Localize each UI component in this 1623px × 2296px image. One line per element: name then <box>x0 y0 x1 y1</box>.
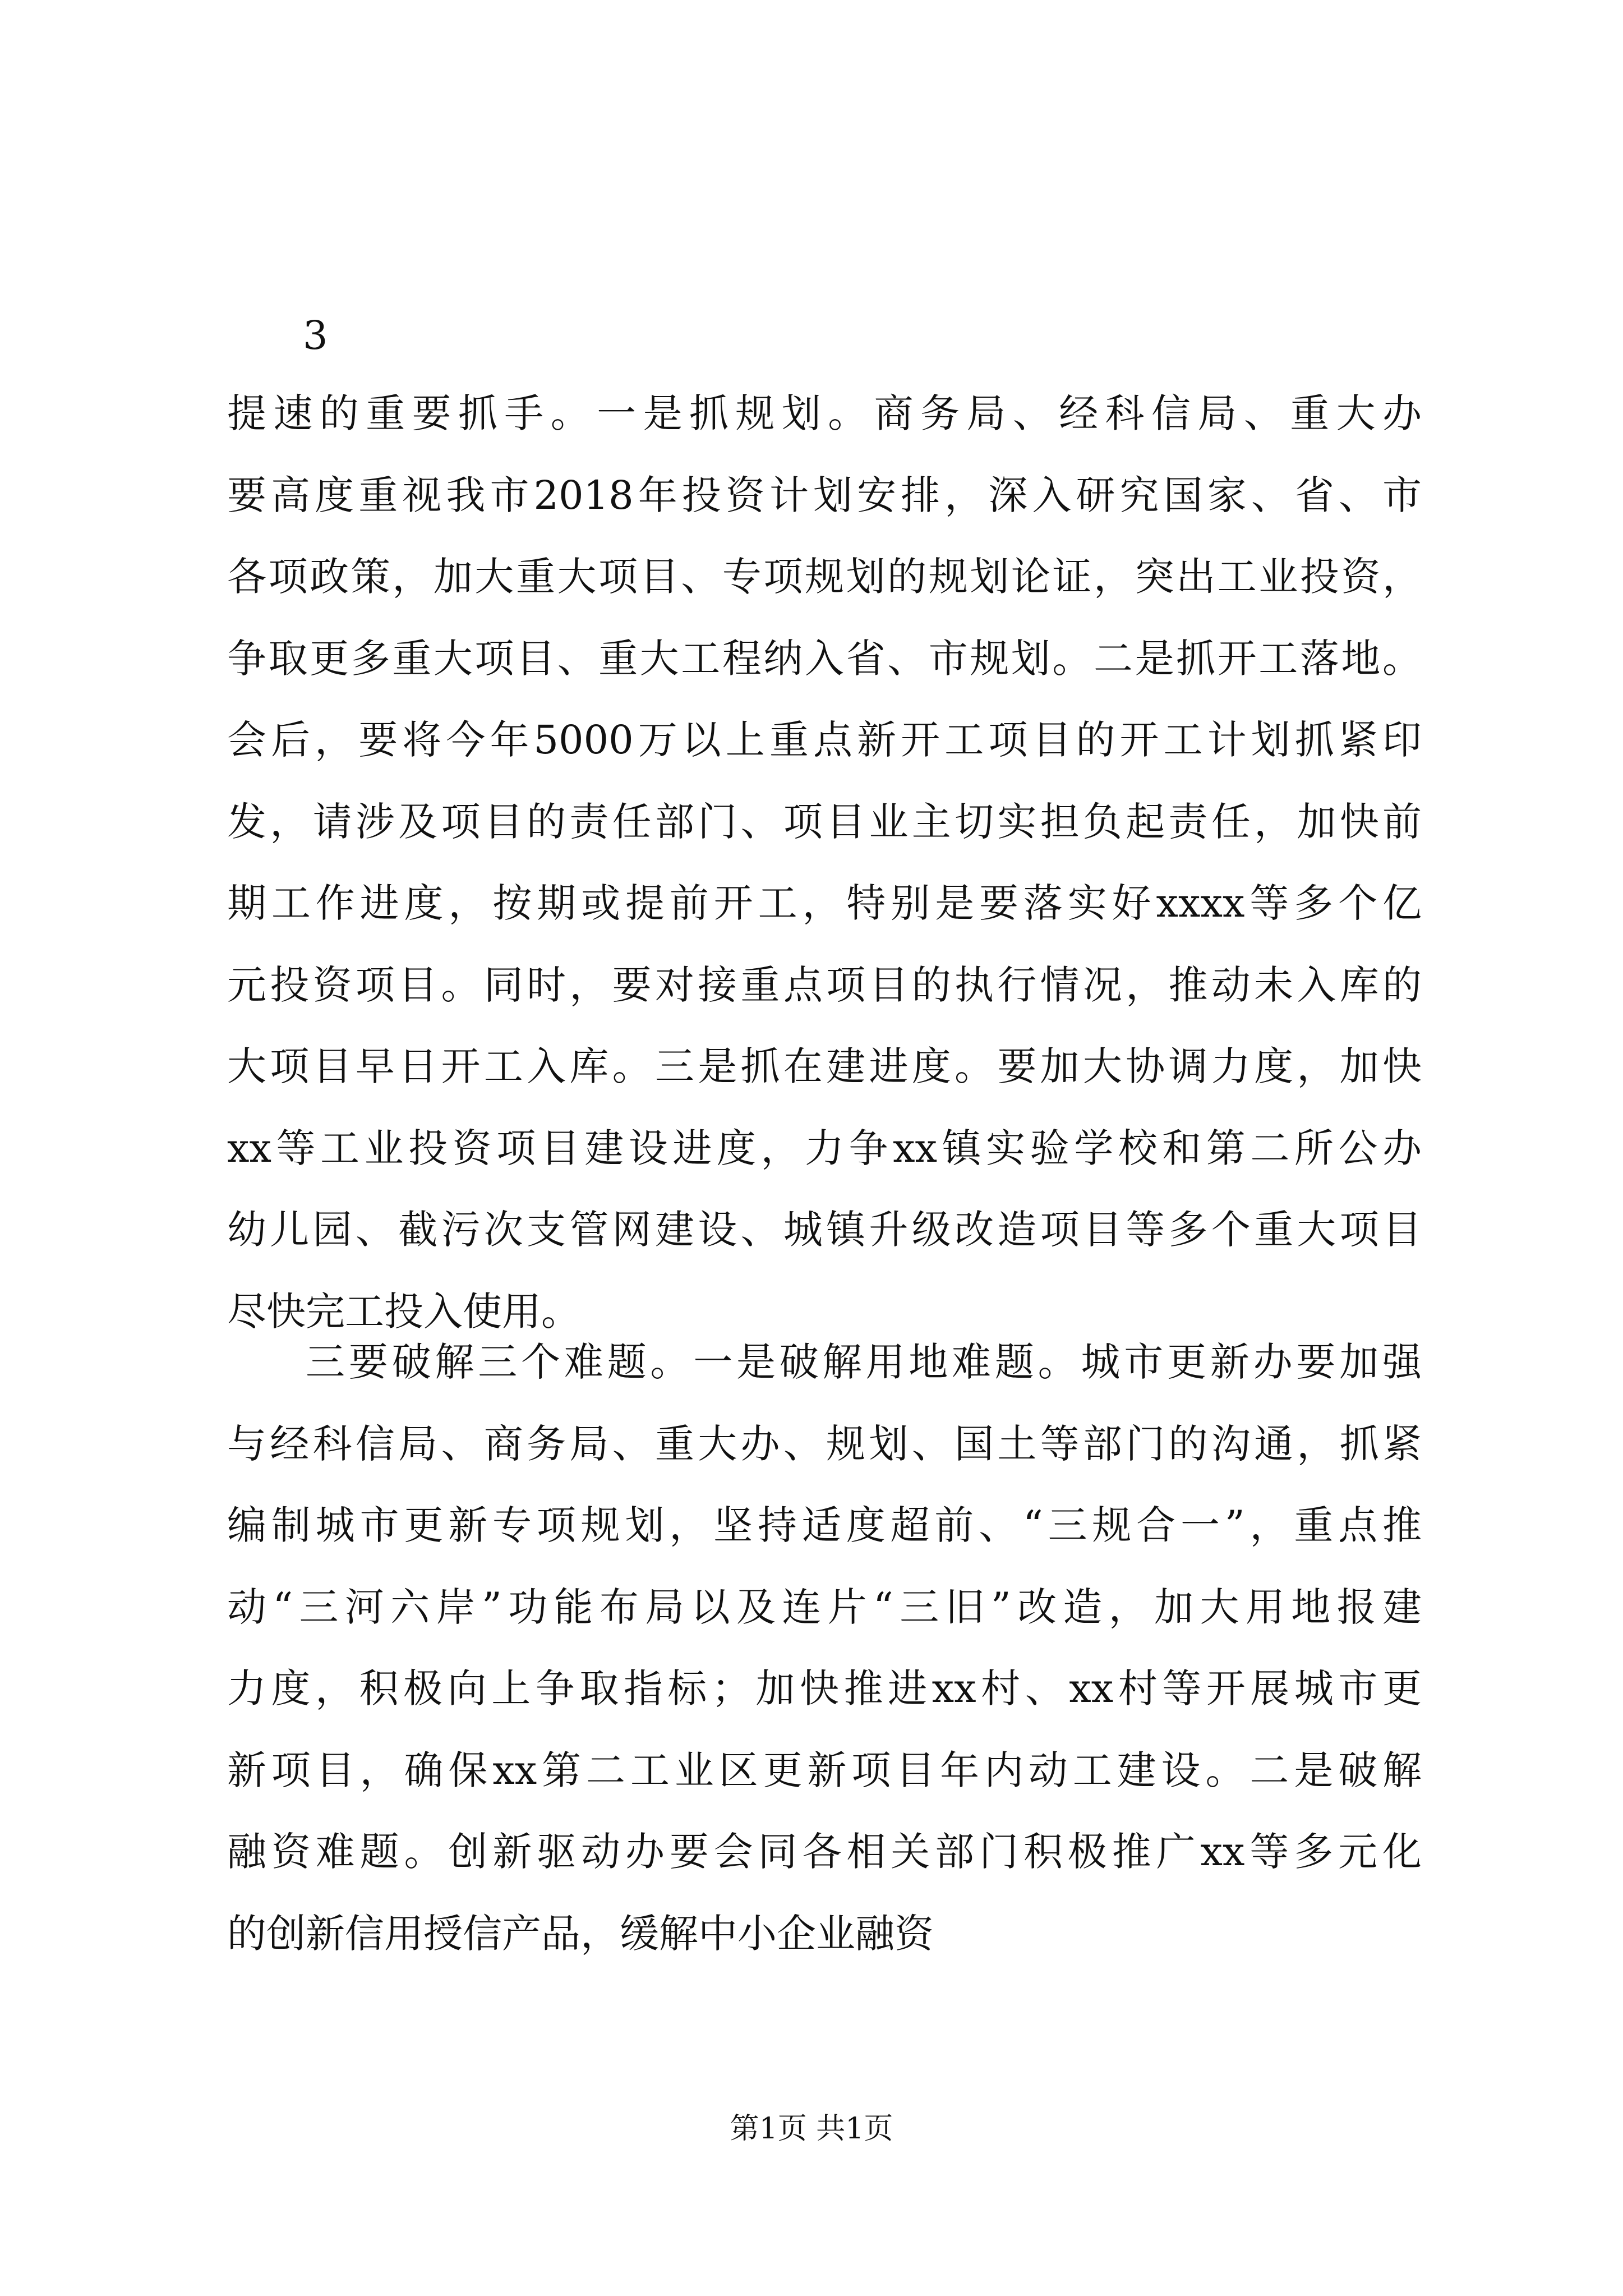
paragraph-line: 的创新信用授信产品，缓解中小企业融资 <box>227 1910 934 1957</box>
paragraph-line: 力度，积极向上争取指标；加快推进xx村、xx村等开展城市更 <box>227 1665 1422 1711</box>
paragraph-line: 期工作进度，按期或提前开工，特别是要落实好xxxx等多个亿 <box>227 880 1422 926</box>
paragraph-line: 动“三河六岸”功能布局以及连片“三旧”改造，加大用地报建 <box>227 1584 1422 1630</box>
paragraph-line: 融资难题。创新驱动办要会同各相关部门积极推广xx等多元化 <box>227 1829 1422 1875</box>
paragraph-line: 尽快完工投入使用。 <box>227 1288 580 1335</box>
paragraph-line: 各项政策，加大重大项目、专项规划的规划论证，突出工业投资， <box>227 554 1422 600</box>
paragraph-line: 编制城市更新专项规划，坚持适度超前、“三规合一”，重点推 <box>227 1502 1422 1548</box>
page-footer: 第1页 共1页 <box>730 2112 893 2146</box>
paragraph-line: xx等工业投资项目建设进度，力争xx镇实验学校和第二所公办 <box>227 1125 1422 1171</box>
paragraph-line: 会后，要将今年5000万以上重点新开工项目的开工计划抓紧印 <box>227 717 1422 763</box>
paragraph-line: 发，请涉及项目的责任部门、项目业主切实担负起责任，加快前 <box>227 798 1422 845</box>
paragraph-line: 幼儿园、截污次支管网建设、城镇升级改造项目等多个重大项目 <box>227 1207 1422 1253</box>
paragraph-line: 大项目早日开工入库。三是抓在建进度。要加大协调力度，加快 <box>227 1043 1422 1089</box>
paragraph-line: 与经科信局、商务局、重大办、规划、国土等部门的沟通，抓紧 <box>227 1420 1422 1467</box>
paragraph-line: 提速的重要抓手。一是抓规划。商务局、经科信局、重大办 <box>227 390 1422 436</box>
section-number: 3 <box>303 312 328 358</box>
paragraph-line: 元投资项目。同时，要对接重点项目的执行情况，推动未入库的 <box>227 961 1422 1008</box>
paragraph-line: 要高度重视我市2018年投资计划安排，深入研究国家、省、市 <box>227 472 1422 518</box>
paragraph-line: 三要破解三个难题。一是破解用地难题。城市更新办要加强 <box>306 1339 1422 1385</box>
paragraph-1 <box>227 373 1422 1352</box>
paragraph-line: 新项目，确保xx第二工业区更新项目年内动工建设。二是破解 <box>227 1747 1422 1793</box>
paragraph-line: 争取更多重大项目、重大工程纳入省、市规划。二是抓开工落地。 <box>227 635 1422 682</box>
paragraph-2 <box>227 1322 1422 1975</box>
